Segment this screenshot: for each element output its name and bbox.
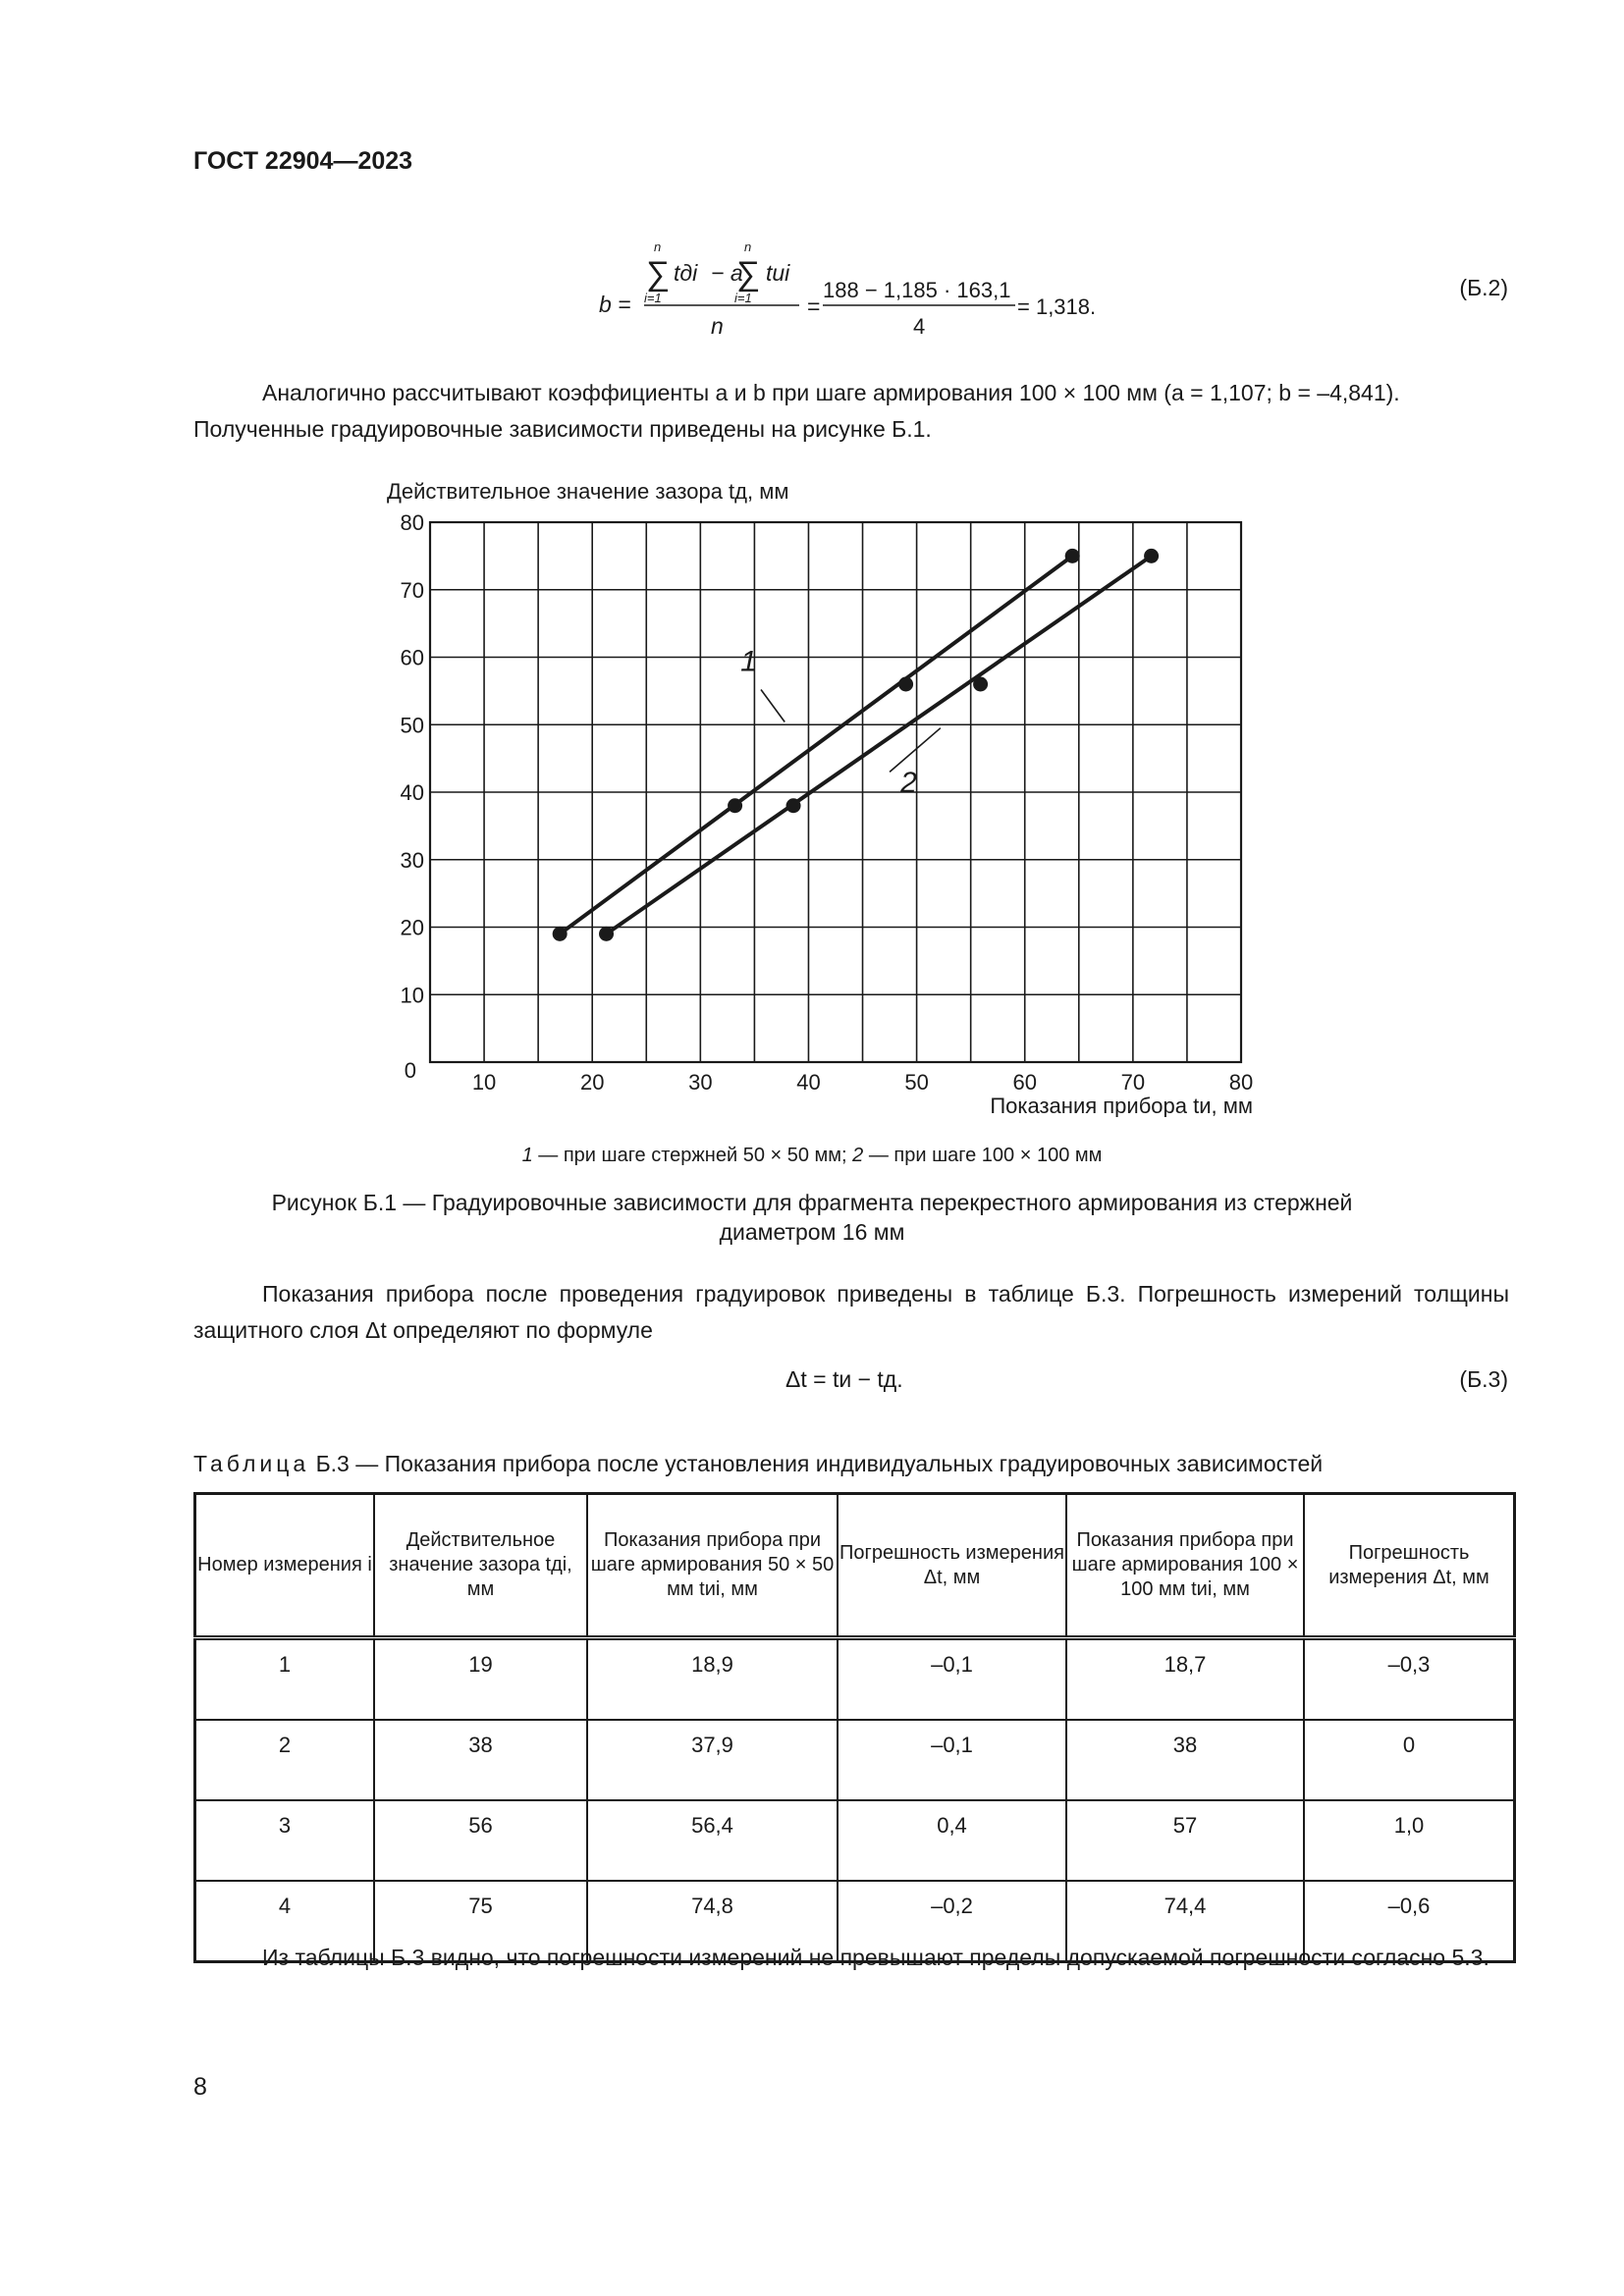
y-tick-label: 80 [400, 510, 424, 535]
table-cell: –0,2 [838, 1881, 1066, 1962]
table-cell: 1,0 [1304, 1800, 1515, 1881]
table-header-row [195, 1494, 1515, 1638]
calc-numerator: 188 − 1,185 · 163,1 [823, 278, 1011, 302]
x-tick-label: 80 [1228, 1070, 1254, 1095]
origin-label: 0 [404, 1058, 416, 1083]
formula-b2-svg [599, 236, 1149, 344]
sum1-top: n [654, 240, 662, 254]
table-title-text: Б.3 — Показания прибора после установления индивидуальных градуировочных зависимостей [309, 1451, 1324, 1476]
sum1-sign: ∑ [646, 255, 671, 293]
table-cell: 1 [195, 1638, 375, 1721]
paragraph-2: Показания прибора после проведения градуировок приведены в таблице Б.3. Погрешность измерений толщины защитного слоя Δt определяют по формуле [193, 1281, 1509, 1343]
eq-number-b2: (Б.2) [1459, 275, 1508, 300]
table-header-cell: Показания прибора при шаге армирования 50 × 50 мм tиi, мм [587, 1494, 838, 1638]
page-number: 8 [193, 2073, 207, 2101]
x-tick-label: 40 [796, 1070, 821, 1095]
y-tick-label: 50 [400, 713, 424, 738]
table-cell: 2 [195, 1720, 375, 1800]
legend-series-1-text: — при шаге стержней 50 × 50 мм; [532, 1145, 853, 1166]
series-1-point [898, 677, 913, 692]
chart-svg [383, 469, 1326, 1117]
paragraph-3: Из таблицы Б.3 видно, что погрешности измерений не превышают пределы допускаемой погрешности согласно 5.3. [262, 1945, 1489, 1970]
table-cell: 19 [374, 1638, 587, 1721]
num-t-d: tдi [674, 260, 698, 286]
table-header-cell: Погрешность измерения Δt, мм [1304, 1494, 1515, 1638]
formula-lhs: b = [599, 292, 631, 317]
series-1-leader [761, 690, 785, 722]
sum2-sign: ∑ [736, 255, 761, 293]
num-t-i: tиi [766, 260, 790, 286]
table-cell: 57 [1066, 1800, 1304, 1881]
calc-result: = 1,318. [1017, 294, 1097, 319]
sum2-bottom: i=1 [734, 291, 752, 305]
table-row [195, 1638, 1515, 1721]
y-tick-label: 40 [400, 780, 424, 805]
series-1-line [560, 556, 1072, 934]
x-tick-label: 70 [1120, 1070, 1146, 1095]
y-tick-label: 10 [400, 983, 424, 1008]
sum2-top: n [744, 240, 752, 254]
equals-1: = [807, 294, 821, 319]
table-row [195, 1720, 1515, 1800]
legend-series-2-text: — при шаге 100 × 100 мм [863, 1145, 1103, 1166]
table-cell: 18,9 [587, 1638, 838, 1721]
x-tick-label: 30 [688, 1070, 713, 1095]
calc-denominator: 4 [913, 314, 926, 339]
sum1-bottom: i=1 [644, 291, 662, 305]
formula-b3: Δt = tи − tд. [785, 1366, 903, 1392]
table-cell: –0,1 [838, 1720, 1066, 1800]
table-header-cell: Погрешность измерения Δt, мм [838, 1494, 1066, 1638]
y-tick-label: 30 [400, 847, 424, 873]
figure-legend [0, 1145, 1624, 1167]
table-header-cell: Действительное значение зазора tдi, мм [374, 1494, 587, 1638]
table-header-cell: Показания прибора при шаге армирования 100 × 100 мм tиi, мм [1066, 1494, 1304, 1638]
table-cell: 0,4 [838, 1800, 1066, 1881]
table-cell: –0,6 [1304, 1881, 1515, 1962]
table-cell: 18,7 [1066, 1638, 1304, 1721]
series-2-point [786, 798, 801, 813]
table-cell: 38 [1066, 1720, 1304, 1800]
table-row [195, 1800, 1515, 1881]
table-cell: –0,1 [838, 1638, 1066, 1721]
table-title [193, 1451, 1323, 1477]
eq-number-b3: (Б.3) [1459, 1366, 1508, 1392]
table-cell: 75 [374, 1881, 587, 1962]
legend-series-1-num: 1 [521, 1145, 533, 1166]
series-2-leader [890, 728, 941, 773]
series-1-point [553, 927, 568, 941]
y-tick-label: 20 [400, 915, 424, 940]
series-2-point [599, 927, 614, 941]
series-1-point [728, 798, 742, 813]
series-2-point [973, 677, 988, 692]
x-tick-label: 50 [904, 1070, 929, 1095]
num-minus-a: − a [711, 260, 743, 286]
x-tick-label: 60 [1012, 1070, 1037, 1095]
series-2-point [1144, 549, 1159, 563]
legend-series-2-num: 2 [852, 1145, 864, 1166]
y-tick-label: 60 [400, 645, 424, 670]
series-1-label: 1 [740, 645, 757, 678]
table-cell: 38 [374, 1720, 587, 1800]
table-cell: 74,4 [1066, 1881, 1304, 1962]
table-header-cell: Номер измерения i [195, 1494, 375, 1638]
den-n: n [711, 313, 724, 339]
table-cell: 74,8 [587, 1881, 838, 1962]
table-cell: 3 [195, 1800, 375, 1881]
table-cell: 37,9 [587, 1720, 838, 1800]
calibration-chart [383, 469, 1326, 1122]
measurements-table [193, 1492, 1516, 1963]
table-cell: 56,4 [587, 1800, 838, 1881]
paragraph-1: Аналогично рассчитывают коэффициенты a и b при шаге армирования 100 × 100 мм (a = 1,107; b = –4,841). Полученные градуировочные зависимости приведены на рисунке Б.1. [193, 380, 1400, 442]
x-axis-label: Показания прибора tи, мм [990, 1094, 1253, 1117]
x-tick-label: 10 [471, 1070, 497, 1095]
figure-caption: Рисунок Б.1 — Градуировочные зависимости для фрагмента перекрестного армирования из стержней диаметром 16 мм [271, 1190, 1353, 1245]
table-cell: –0,3 [1304, 1638, 1515, 1721]
table-cell: 56 [374, 1800, 587, 1881]
series-2-line [607, 556, 1152, 934]
document-header: ГОСТ 22904—2023 [193, 147, 413, 175]
formula-b2 [599, 236, 1149, 344]
x-tick-label: 20 [579, 1070, 605, 1095]
y-tick-label: 70 [400, 577, 424, 603]
series-2-label: 2 [900, 767, 917, 799]
y-axis-label: Действительное значение зазора tд, мм [387, 479, 789, 504]
series-1-point [1065, 549, 1080, 563]
table-title-word: Таблица [193, 1451, 310, 1476]
table-cell: 4 [195, 1881, 375, 1962]
table-cell: 0 [1304, 1720, 1515, 1800]
